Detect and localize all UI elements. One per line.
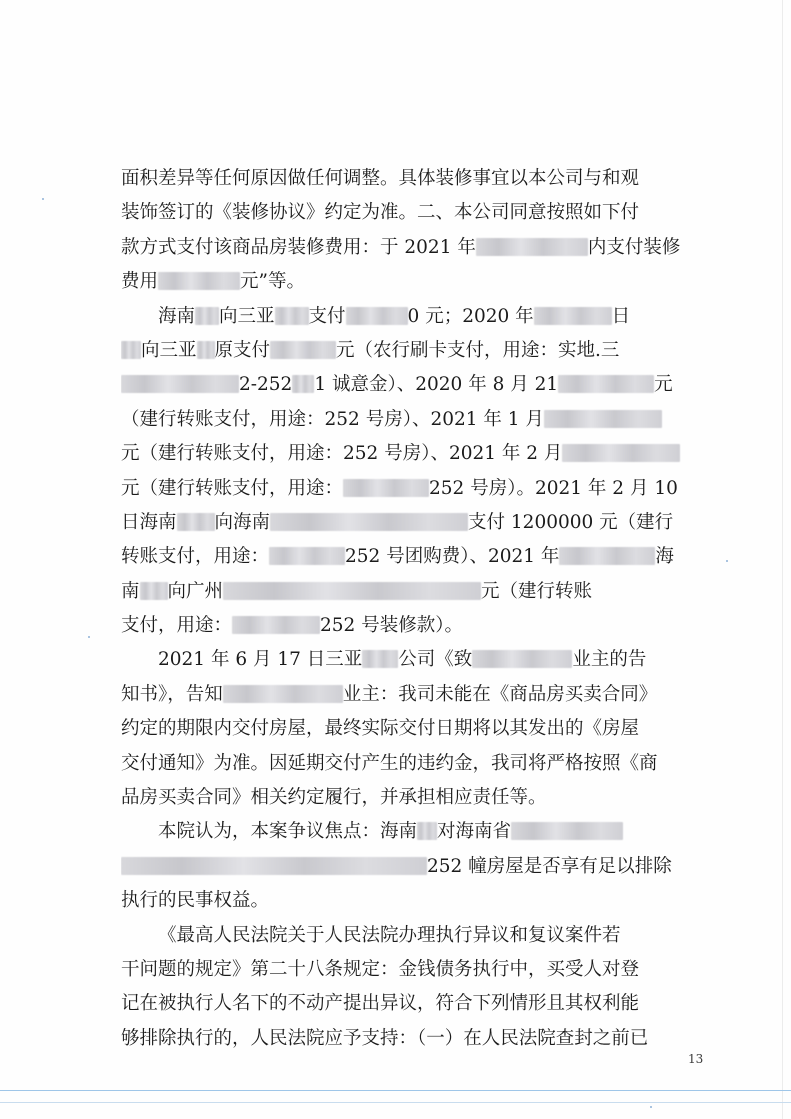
text-line <box>121 403 704 437</box>
redaction-mark <box>177 513 215 531</box>
text-run: 元（农行刷卡支付，用途：实地.三 <box>336 339 620 361</box>
text-run: 252 号房）。2021 年 2 月 10 <box>429 477 678 499</box>
redaction-mark <box>476 238 588 256</box>
text-line <box>121 747 704 781</box>
text-line <box>121 678 704 712</box>
redaction-mark <box>511 822 623 840</box>
footer-rule-secondary <box>0 1102 791 1103</box>
redaction-mark <box>534 307 612 325</box>
redaction-mark <box>417 822 437 840</box>
text-line <box>121 472 704 506</box>
text-line <box>121 368 704 402</box>
text-line <box>121 815 704 849</box>
body-text <box>121 162 704 1056</box>
text-run: 交付通知》为准。因延期交付产生的违约金，我司将严格按照《商 <box>121 752 658 774</box>
text-run: 南 <box>121 580 140 602</box>
text-run: 向海南 <box>214 511 271 533</box>
text-line <box>121 437 704 471</box>
scan-speck <box>88 636 90 638</box>
redaction-mark <box>472 650 572 668</box>
text-line <box>121 575 704 609</box>
redaction-mark <box>195 307 219 325</box>
text-run: 执行的民事权益。 <box>121 890 270 912</box>
redaction-mark <box>197 341 215 359</box>
text-run: 支付 1200000 元（建行 <box>468 511 674 533</box>
text-line <box>121 712 704 746</box>
paragraph-1 <box>121 162 704 300</box>
text-run: 干问题的规定》第二十八条规定：金钱债务执行中，买受人对登 <box>121 958 640 980</box>
text-run: 面积差异等任何原因做任何调整。具体装修事宜以本公司与和观 <box>121 168 640 189</box>
page-number: 13 <box>688 1052 704 1066</box>
text-run: 装饰签订的《装修协议》约定为准。二、本公司同意按照如下付 <box>121 202 640 224</box>
text-line <box>121 231 704 265</box>
text-run: 日 <box>611 305 631 327</box>
text-run: 元（建行转账 <box>481 580 593 602</box>
text-run: 元 <box>654 374 673 396</box>
text-run: 《最高人民法院关于人民法院办理执行异议和复议案件若 <box>158 924 621 946</box>
redaction-mark <box>121 375 239 393</box>
redaction-mark <box>223 582 481 600</box>
text-run: 款方式支付该商品房装修费用：于 2021 年 <box>121 236 476 258</box>
text-run: 业主：我司未能在《商品房买卖合同》 <box>342 683 658 705</box>
text-run: 对海南省 <box>437 821 512 843</box>
text-line <box>121 1022 704 1056</box>
text-line <box>121 987 704 1021</box>
redaction-mark <box>269 547 345 565</box>
redaction-mark <box>270 341 336 359</box>
text-run: 原支付 <box>214 339 271 361</box>
redaction-mark <box>275 307 309 325</box>
scan-speck <box>42 198 44 200</box>
text-line <box>121 300 704 334</box>
text-run: 2-252 <box>239 374 293 396</box>
text-run: 海 <box>655 546 674 568</box>
text-run: 支付，用途： <box>121 615 233 637</box>
redaction-mark <box>362 650 398 668</box>
text-run: 本院认为，本案争议焦点：海南 <box>158 821 418 843</box>
redaction-mark <box>121 857 427 875</box>
text-run: 向广州 <box>167 580 224 602</box>
text-run: 1 诚意金）、2020 年 8 月 21 <box>314 374 559 396</box>
text-run: 海南 <box>158 305 196 327</box>
redaction-mark <box>270 513 468 531</box>
text-run: 品房买卖合同》相关约定履行，并承担相应责任等。 <box>121 787 547 809</box>
redaction-mark <box>121 341 141 359</box>
text-run: （建行转账支付，用途：252 号房）、2021 年 1 月 <box>121 408 544 430</box>
text-run: 知书》，告知 <box>121 683 223 705</box>
text-run: 向三亚 <box>141 339 197 361</box>
text-line <box>121 953 704 987</box>
text-run: 元（建行转账支付，用途： <box>121 477 344 499</box>
text-line <box>121 781 704 815</box>
text-run: 元”等。 <box>240 271 305 293</box>
text-line <box>121 884 704 918</box>
text-run: 转账支付，用途： <box>121 546 270 568</box>
text-run: 252 幢房屋是否享有足以排除 <box>427 855 672 877</box>
text-run: 252 号团购费）、2021 年 <box>345 546 560 568</box>
text-run: 252 号装修款）。 <box>320 615 463 637</box>
paragraph-4 <box>121 815 704 918</box>
text-run: 业主的告 <box>572 649 647 671</box>
text-run: 内支付装修 <box>587 236 681 258</box>
redaction-mark <box>346 307 408 325</box>
paragraph-5 <box>121 919 704 1057</box>
redaction-mark <box>223 685 343 703</box>
scan-speck <box>650 1106 652 1108</box>
redaction-mark <box>158 272 240 290</box>
text-run: 支付 <box>308 305 346 327</box>
redaction-mark <box>292 375 314 393</box>
text-run: 元（建行转账支付，用途：252 号房）、2021 年 2 月 <box>121 443 563 465</box>
text-line <box>121 334 704 368</box>
text-run: 日海南 <box>121 511 177 533</box>
text-line <box>121 506 704 540</box>
paragraph-2 <box>121 300 704 644</box>
text-line <box>121 609 704 643</box>
text-run: 记在被执行人名下的不动产提出异议，符合下列情形且其权利能 <box>121 993 640 1015</box>
text-line <box>121 919 704 953</box>
text-run: 费用 <box>121 271 159 293</box>
text-line <box>121 265 704 299</box>
text-run: 约定的期限内交付房屋，最终实际交付日期将以其发出的《房屋 <box>121 718 640 740</box>
scan-edge-line <box>782 0 783 1119</box>
text-run: 公司《致 <box>398 649 473 671</box>
footer-rule <box>0 1090 791 1091</box>
text-run: 0 元；2020 年 <box>407 305 534 327</box>
redaction-mark <box>562 444 680 462</box>
scan-speck <box>726 560 728 562</box>
redaction-mark <box>232 616 320 634</box>
text-line <box>121 643 704 677</box>
text-line <box>121 540 704 574</box>
redaction-mark <box>140 582 168 600</box>
redaction-mark <box>559 547 655 565</box>
text-run: 向三亚 <box>219 305 275 327</box>
redaction-mark <box>558 375 654 393</box>
text-line <box>121 196 704 230</box>
text-run: 2021 年 6 月 17 日三亚 <box>158 649 363 671</box>
paragraph-3 <box>121 643 704 815</box>
text-run: 够排除执行的，人民法院应予支持：（一）在人民法院查封之前已 <box>121 1027 649 1049</box>
redaction-mark <box>544 410 662 428</box>
text-line <box>121 162 704 196</box>
redaction-mark <box>343 479 429 497</box>
text-line <box>121 850 704 884</box>
